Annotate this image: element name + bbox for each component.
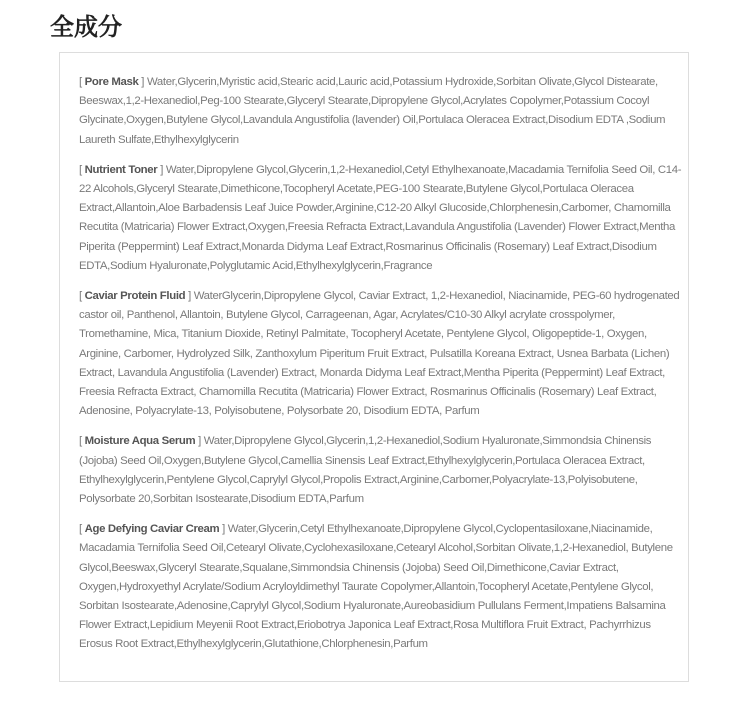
- ingredient-text: Water,Glycerin,Myristic acid,Stearic acid,Lauric acid,Potassium Hydroxide,Sorbitan Olivate,Glycol Distearate, Beeswax,1,2-Hexanediol,Peg-100 Stearate,Glyceryl Stearate,Dipropylene Glycol,Acrylates Copolymer,Potassium Cocoyl Glycinate,Oxygen,Butylene Glycol,Lavandula Angustifolia (lavender) Oil,Portulaca Oleracea Extract,Disodium EDTA ,Sodium Laureth Sulfate,Ethylhexylglycerin: [79, 76, 666, 146]
- ingredient-text: Water,Dipropylene Glycol,Glycerin,1,2-Hexanediol,Cetyl Ethylhexanoate,Macadamia Ternifolia Seed Oil, C14-22 Alcohols,Glyceryl Stearate,Dimethicone,Tocopheryl Acetate,PEG-100 Stearate,Butylene Glycol,Portulaca Oleracea Extract,Allantoin,Aloe Barbadensis Leaf Juice Powder,Arginine,C12-20 Alkyl Glucoside,Chlorphenesin,Carbomer, Chamomilla Recutita (Matricaria) Flower Extract,Oxygen,Freesia Refracta Extract,Lavandula Angustifolia (Lavender) Flower Extract,Mentha Piperita (Peppermint) Leaf Extract,Monarda Didyma Leaf Extract,Rosmarinus Officinalis (Rosemary) Leaf Extract,Disodium EDTA,Sodium Hyaluronate,Polyglutamic Acid,Ethylhexylglycerin,Fragrance: [79, 163, 682, 272]
- product-name: Pore Mask: [84, 76, 139, 88]
- product-name: Caviar Protein Fluid: [84, 290, 186, 303]
- ingredient-text: Water,Glycerin,Cetyl Ethylhexanoate,Dipropylene Glycol,Cyclopentasiloxane,Niacinamide, Macadamia Ternifolia Seed Oil,Cetearyl Olivate,Cyclohexasiloxane,Cetearyl Alcohol,Sorbitan Olivate,1,2-Hexanediol, Butylene Glycol,Beeswax,Glyceryl Stearate,Squalane,Simmondsia Chinensis (Jojoba) Seed Oil,Dimethicone,Caviar Extract, Oxygen,Hydroxyethyl Acrylate/Sodium Acryloyldimethyl Taurate Copolymer,Allantoin,Tocopheryl Acetate,Pentylene Glycol, Sorbitan Isostearate,Adenosine,Caprylyl Glycol,Sodium Hyaluronate,Aureobasidium Pullulans Ferment,Impatiens Balsamina Flower Extract,Lepidium Meyenii Root Extract,Eriobotrya Japonica Leaf Extract,Rosa Multiflora Fruit Extract, Pachyrrhizus Erosus Root Extract,Ethylhexylglycerin,Glutathione,Chlorphenesin,Parfum: [79, 523, 673, 651]
- product-block-age-defying-caviar-cream: [ Age Defying Caviar Cream ] Water,Glycerin,Cetyl Ethylhexanoate,Dipropylene Glycol,Cyclopentasiloxane,Niacinamide, Macadamia Ternifolia Seed Oil,Cetearyl Olivate,Cyclohexasiloxane,Cetearyl Alcohol,Sorbitan Olivate,1,2-Hexanediol, Butylene Glycol,Beeswax,Glyceryl Stearate,Squalane,Simmondsia Chinensis (Jojoba) Seed Oil,Dimethicone,Caviar Extract, Oxygen,Hydroxyethyl Acrylate/Sodium Acryloyldimethyl Taurate Copolymer,Allantoin,Tocopheryl Acetate,Pentylene Glycol, Sorbitan Isostearate,Adenosine,Caprylyl Glycol,Sodium Hyaluronate,Aureobasidium Pullulans Ferment,Impatiens Balsamina Flower Extract,Lepidium Meyenii Root Extract,Eriobotrya Japonica Leaf Extract,Rosa Multiflora Fruit Extract, Pachyrrhizus Erosus Root Extract,Ethylhexylglycerin,Glutathione,Chlorphenesin,Parfum: [79, 523, 673, 651]
- product-name: Age Defying Caviar Cream: [84, 523, 220, 536]
- product-name: Moisture Aqua Serum: [84, 435, 196, 448]
- product-block-pore-mask: [ Pore Mask ] Water,Glycerin,Myristic acid,Stearic acid,Lauric acid,Potassium Hydroxide,Sorbitan Olivate,Glycol Distearate, Beeswax,1,2-Hexanediol,Peg-100 Stearate,Glyceryl Stearate,Dipropylene Glycol,Acrylates Copolymer,Potassium Cocoyl Glycinate,Oxygen,Butylene Glycol,Lavandula Angustifolia (lavender) Oil,Portulaca Oleracea Extract,Disodium EDTA ,Sodium Laureth Sulfate,Ethylhexylglycerin: [79, 76, 666, 146]
- ingredient-list-box: [59, 52, 689, 682]
- product-block-nutrient-toner: [ Nutrient Toner ] Water,Dipropylene Glycol,Glycerin,1,2-Hexanediol,Cetyl Ethylhexanoate,Macadamia Ternifolia Seed Oil, C14-22 Alcohols,Glyceryl Stearate,Dimethicone,Tocopheryl Acetate,PEG-100 Stearate,Butylene Glycol,Portulaca Oleracea Extract,Allantoin,Aloe Barbadensis Leaf Juice Powder,Arginine,C12-20 Alkyl Glucoside,Chlorphenesin,Carbomer, Chamomilla Recutita (Matricaria) Flower Extract,Oxygen,Freesia Refracta Extract,Lavandula Angustifolia (Lavender) Flower Extract,Mentha Piperita (Peppermint) Leaf Extract,Monarda Didyma Leaf Extract,Rosmarinus Officinalis (Rosemary) Leaf Extract,Disodium EDTA,Sodium Hyaluronate,Polyglutamic Acid,Ethylhexylglycerin,Fragrance: [79, 163, 682, 272]
- product-block-caviar-protein-fluid: [ Caviar Protein Fluid ] WaterGlycerin,Dipropylene Glycol, Caviar Extract, 1,2-Hexanediol, Niacinamide, PEG-60 hydrogenated castor oil, Panthenol, Allantoin, Butylene Glycol, Carrageenan, Agar, Acrylates/C10-30 Alkyl acrylate crosspolymer, Tromethamine, Mica, Titanium Dioxide, Retinyl Palmitate, Tocopheryl Acetate, Pentylene Glycol, Oligopeptide-1, Oxygen, Arginine, Carbomer, Hydrolyzed Silk, Zanthoxylum Piperitum Fruit Extract, Pulsatilla Koreana Extract, Usnea Barbata (Lichen) Extract, Lavandula Angustifolia (Lavender) Extract, Monarda Didyma Leaf Extract,Mentha Piperita (Peppermint) Leaf Extract, Freesia Refracta Extract, Chamomilla Recutita (Matricaria) Flower Extract, Rosmarinus Officinalis (Rosemary) Leaf Extract, Adenosine, Polyacrylate-13, Polyisobutene, Polysorbate 20, Disodium EDTA, Parfum: [79, 290, 680, 418]
- ingredient-text: Water,Dipropylene Glycol,Glycerin,1,2-Hexanediol,Sodium Hyaluronate,Simmondsia Chinensis (Jojoba) Seed Oil,Oxygen,Butylene Glycol,Camellia Sinensis Leaf Extract,Ethylhexylglycerin,Portulaca Oleracea Extract, Ethylhexylglycerin,Pentylene Glycol,Caprylyl Glycol,Propolis Extract,Arginine,Carbomer,Polyacrylate-13,Polyisobutene, Polysorbate 20,Sorbitan Isostearate,Disodium EDTA,Parfum: [79, 435, 652, 506]
- ingredient-text: WaterGlycerin,Dipropylene Glycol, Caviar Extract, 1,2-Hexanediol, Niacinamide, PEG-60 hydrogenated castor oil, Panthenol, Allantoin, Butylene Glycol, Carrageenan, Agar, Acrylates/C10-30 Alkyl acrylate crosspolymer, Tromethamine, Mica, Titanium Dioxide, Retinyl Palmitate, Tocopheryl Acetate, Pentylene Glycol, Oligopeptide-1, Oxygen, Arginine, Carbomer, Hydrolyzed Silk, Zanthoxylum Piperitum Fruit Extract, Pulsatilla Koreana Extract, Usnea Barbata (Lichen) Extract, Lavandula Angustifolia (Lavender) Extract, Monarda Didyma Leaf Extract,Mentha Piperita (Peppermint) Leaf Extract, Freesia Refracta Extract, Chamomilla Recutita (Matricaria) Flower Extract, Rosmarinus Officinalis (Rosemary) Leaf Extract, Adenosine, Polyacrylate-13, Polyisobutene, Polysorbate 20, Disodium EDTA, Parfum: [79, 290, 680, 418]
- product-block-moisture-aqua-serum: [ Moisture Aqua Serum ] Water,Dipropylene Glycol,Glycerin,1,2-Hexanediol,Sodium Hyaluronate,Simmondsia Chinensis (Jojoba) Seed Oil,Oxygen,Butylene Glycol,Camellia Sinensis Leaf Extract,Ethylhexylglycerin,Portulaca Oleracea Extract, Ethylhexylglycerin,Pentylene Glycol,Caprylyl Glycol,Propolis Extract,Arginine,Carbomer,Polyacrylate-13,Polyisobutene, Polysorbate 20,Sorbitan Isostearate,Disodium EDTA,Parfum: [79, 435, 652, 506]
- product-name: Nutrient Toner: [84, 163, 158, 176]
- page-title: 全成分: [50, 13, 122, 41]
